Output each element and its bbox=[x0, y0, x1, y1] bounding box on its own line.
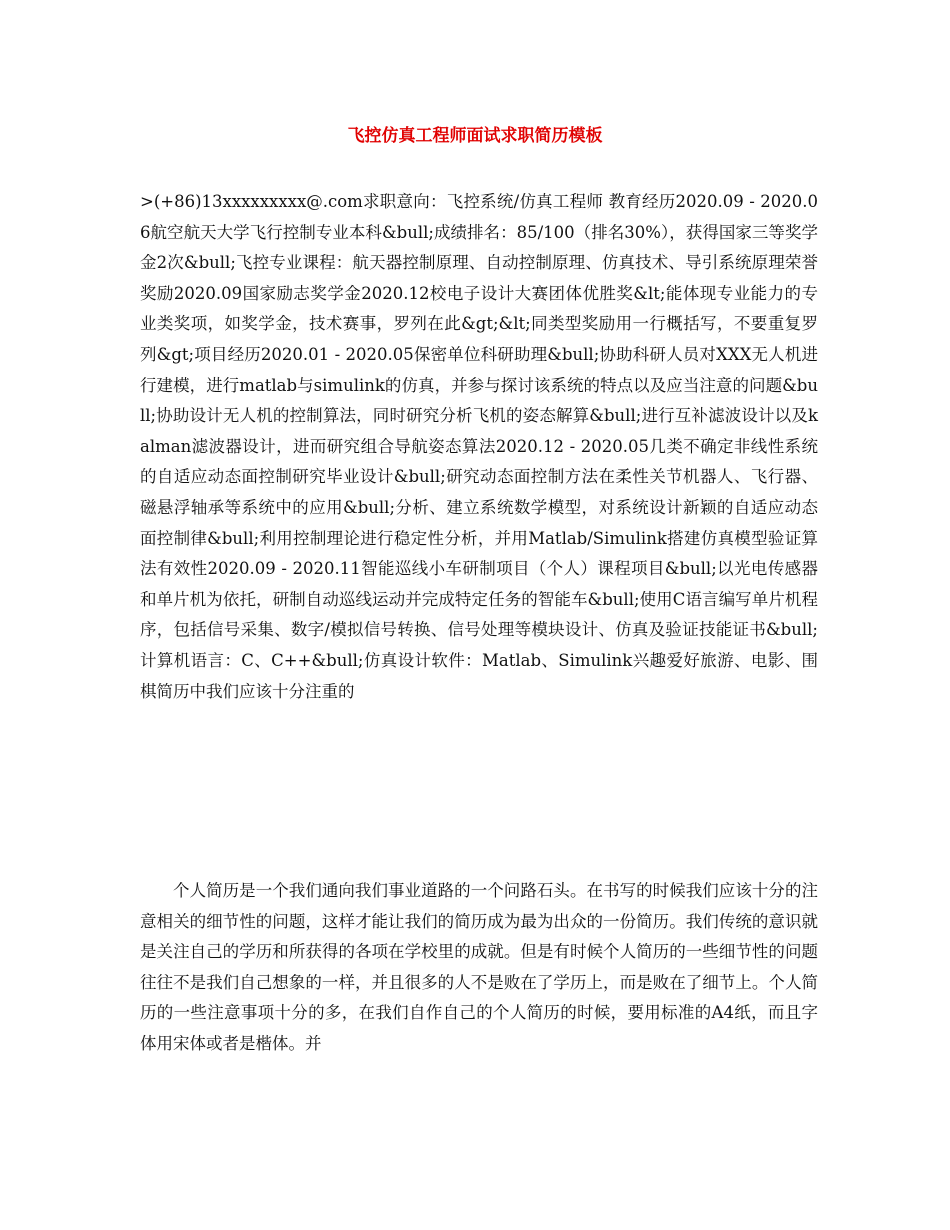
advice-paragraph: 个人简历是一个我们通向我们事业道路的一个问路石头。在书写的时候我们应该十分的注意相关的细节性的问题，这样才能让我们的简历成为最为出众的一份简历。我们传统的意识就是关注自己的学历和所获得的各项在学校里的成就。但是有时候个人简历的一些细节性的问题往往不是我们自己想象的一样，并且很多的人不是败在了学历上，而是败在了细节上。个人简历的一些注意事项十分的多，在我们自作自己的个人简历的时候，要用标准的A4纸，而且字体用宋体或者是楷体。并 bbox=[140, 881, 818, 1053]
document-title: 飞控仿真工程师面试求职简历模板 bbox=[347, 126, 603, 146]
resume-paragraph: >(+86)13xxxxxxxxx@.com求职意向：飞控系统/仿真工程师 教育经历2020.09 - 2020.06航空航天大学飞行控制专业本科&bull;成绩排名：85/100（排名30%），获得国家三等奖学金2次&bull;飞控专业课程：航天器控制原理、自动控制原理、仿真技术、导引系统原理荣誉奖励2020.09国家励志奖学金2020.12校电子设计大赛团体优胜奖&lt;能体现专业能力的专业类奖项，如奖学金，技术赛事，罗列在此&gt;&lt;同类型奖励用一行概括写，不要重复罗列&gt;项目经历2020.01 - 2020.05保密单位科研助理&bull;协助科研人员对XXX无人机进行建模，进行matlab与simulink的仿真，并参与探讨该系统的特点以及应当注意的问题&bull;协助设计无人机的控制算法，同时研究分析飞机的姿态解算&bull;进行互补滤波设计以及kalman滤波器设计，进而研究组合导航姿态算法2020.12 - 2020.05几类不确定非线性系统的自适应动态面控制研究毕业设计&bull;研究动态面控制方法在柔性关节机器人、飞行器、磁悬浮轴承等系统中的应用&bull;分析、建立系统数学模型，对系统设计新颖的自适应动态面控制律&bull;利用控制理论进行稳定性分析，并用Matlab/Simulink搭建仿真模型验证算法有效性2020.09 - 2020.11智能巡线小车研制项目（个人）课程项目&bull;以光电传感器和单片机为依托，研制自动巡线运动并完成特定任务的智能车&bull;使用C语言编写单片机程序，包括信号采集、数字/模拟信号转换、信号处理等模块设计、仿真及验证技能证书&bull;计算机语言：C、C++&bull;仿真设计软件：Matlab、Simulink兴趣爱好旅游、电影、围棋简历中我们应该十分注重的 bbox=[140, 192, 818, 701]
